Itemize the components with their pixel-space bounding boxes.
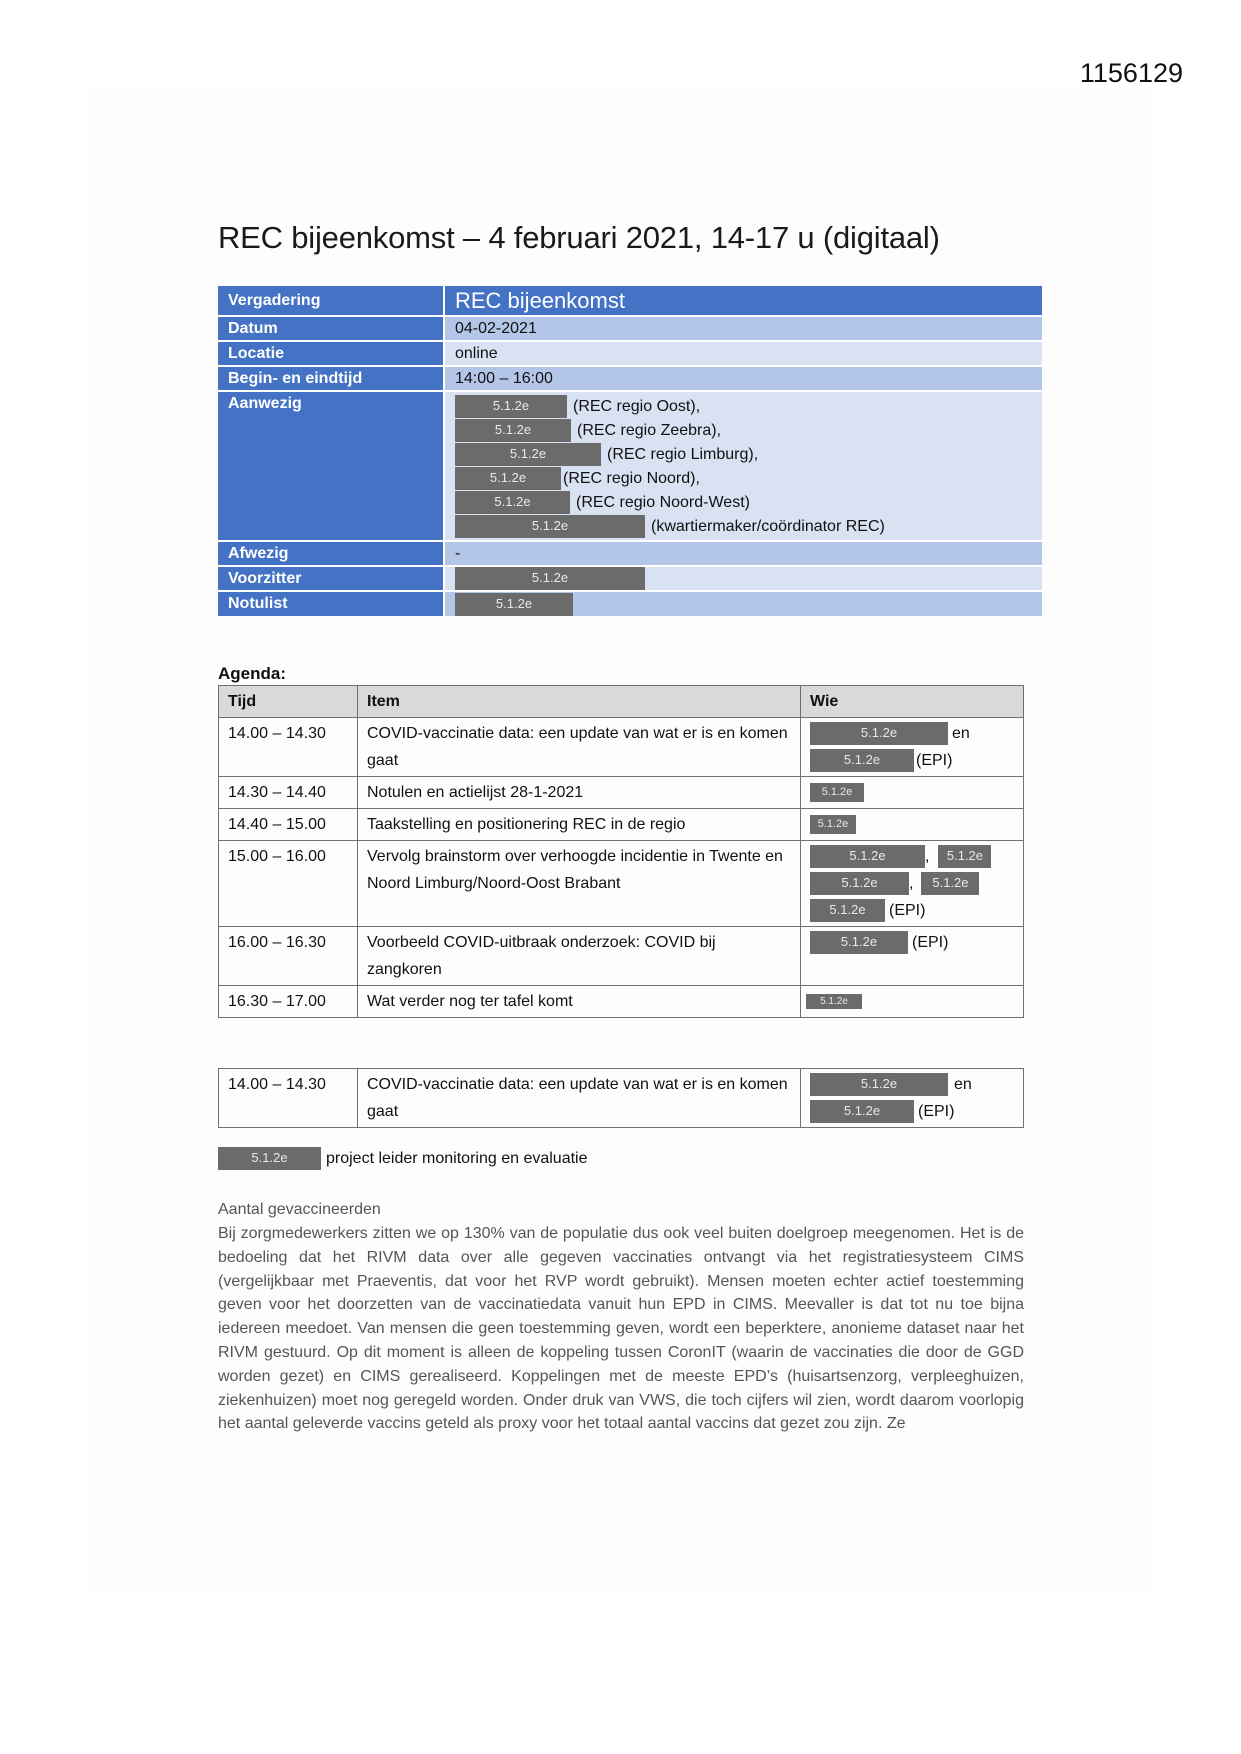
- wie-suffix: (EPI): [916, 752, 953, 769]
- document-id: 1156129: [1079, 58, 1183, 88]
- info-row-tijd: [218, 367, 1042, 392]
- info-row-locatie: [218, 342, 1042, 367]
- redaction-block: 5.1.2e: [810, 845, 925, 868]
- attendee: [455, 442, 1032, 466]
- column-header-wie: Wie: [801, 686, 1024, 718]
- cell-wie: [801, 777, 1024, 809]
- info-value: online: [445, 342, 1042, 367]
- agenda-item-repeat-table: [218, 1068, 1024, 1128]
- cell-wie: [801, 809, 1024, 841]
- redaction-block: 5.1.2e: [455, 443, 601, 466]
- table-row: [219, 718, 1024, 777]
- cell-tijd: 14.00 – 14.30: [219, 718, 358, 777]
- info-label: Vergadering: [218, 286, 445, 317]
- info-label: Begin- en eindtijd: [218, 367, 445, 392]
- cell-tijd: 16.00 – 16.30: [219, 927, 358, 986]
- section-body: Bij zorgmedewerkers zitten we op 130% van de populatie dus ook veel buiten doelgroep meegenomen. Het is de bedoeling dat het RIVM data over alle gegeven vaccinaties ontvangt via het registratiesysteem CIMS (vergelijkbaar met Praeventis, dat voor het RVP wordt gebruikt). Mensen moeten echter actief toestemming geven voor het doorzetten van de vaccinatiedata vanuit hun EPD in CIMS. Meevaller is dat tot nu toe bijna iedereen meedoet. Van mensen die geen toestemming geven, wordt een beperktere, anonieme dataset naar het RIVM gestuurd. Op dit moment is alleen de koppeling tussen CoronIT (waarin de vaccinaties die door de GGD worden gezet) en CIMS gerealiseerd. Koppelingen met de meeste EPD’s (huisartsenzorg, verpleeghuizen, ziekenhuizen) moet nog geregeld worden. Onder druk van VWS, die toch cijfers wil zien, wordt daarom voorlopig het aantal geleverde vaccins geteld als proxy voor het totaal aantal vaccins dat gezet zou zijn. Ze: [218, 1225, 1024, 1433]
- table-row: [219, 809, 1024, 841]
- info-label: Locatie: [218, 342, 445, 367]
- info-label: Voorzitter: [218, 567, 445, 592]
- redaction-block: 5.1.2e: [810, 815, 856, 834]
- table-row: [219, 927, 1024, 986]
- redaction-block: 5.1.2e: [455, 491, 570, 514]
- cell-wie: [801, 1069, 1024, 1128]
- table-row: [219, 841, 1024, 927]
- info-row-aanwezig: [218, 392, 1042, 542]
- info-label: Datum: [218, 317, 445, 342]
- column-header-item: Item: [358, 686, 801, 718]
- attendee: [455, 418, 1032, 442]
- attendee: [455, 466, 1032, 490]
- redaction-block: 5.1.2e: [810, 783, 864, 802]
- attendee-role: (kwartiermaker/coördinator REC): [651, 517, 885, 535]
- redaction-block: 5.1.2e: [810, 1073, 948, 1096]
- wie-suffix: en: [952, 725, 970, 742]
- info-row-vergadering: [218, 286, 1042, 317]
- redaction-block: 5.1.2e: [810, 872, 909, 895]
- wie-separator: ,: [925, 848, 930, 865]
- info-label: Afwezig: [218, 542, 445, 567]
- agenda-header-row: [219, 686, 1024, 718]
- cell-item: Taakstelling en positionering REC in de regio: [358, 809, 801, 841]
- cell-item: Notulen en actielijst 28-1-2021: [358, 777, 801, 809]
- cell-wie: [801, 927, 1024, 986]
- attendee-role: (REC regio Oost),: [573, 397, 701, 415]
- project-leader-line: [218, 1147, 587, 1170]
- info-value: -: [445, 542, 1042, 567]
- cell-item: Wat verder nog ter tafel komt: [358, 986, 801, 1018]
- table-row: [219, 986, 1024, 1018]
- info-value: [445, 567, 1042, 592]
- info-value: [445, 592, 1042, 617]
- cell-tijd: 14.30 – 14.40: [219, 777, 358, 809]
- redaction-block: 5.1.2e: [455, 593, 573, 616]
- info-value: 14:00 – 16:00: [445, 367, 1042, 392]
- cell-tijd: 14.40 – 15.00: [219, 809, 358, 841]
- info-value: REC bijeenkomst: [445, 286, 1042, 317]
- redaction-block: 5.1.2e: [455, 467, 561, 490]
- redaction-block: 5.1.2e: [810, 722, 948, 745]
- redaction-block: 5.1.2e: [810, 899, 885, 922]
- redaction-block: 5.1.2e: [455, 395, 567, 418]
- section-heading: Aantal gevaccineerden: [218, 1201, 381, 1218]
- redaction-block: 5.1.2e: [806, 994, 862, 1009]
- column-header-tijd: Tijd: [219, 686, 358, 718]
- info-row-datum: [218, 317, 1042, 342]
- redaction-block: 5.1.2e: [455, 515, 645, 538]
- redaction-block: 5.1.2e: [810, 1100, 914, 1123]
- cell-wie: [801, 841, 1024, 927]
- wie-suffix: en: [954, 1076, 972, 1093]
- attendee: [455, 490, 1032, 514]
- cell-item: COVID-vaccinatie data: een update van wat er is en komen gaat: [358, 1069, 801, 1128]
- redaction-block: 5.1.2e: [455, 419, 571, 442]
- cell-wie: [801, 718, 1024, 777]
- info-row-voorzitter: [218, 567, 1042, 592]
- wie-suffix: (EPI): [912, 934, 949, 951]
- redaction-block: 5.1.2e: [921, 872, 979, 895]
- attendee: [455, 514, 1032, 538]
- table-row: [219, 777, 1024, 809]
- cell-item: COVID-vaccinatie data: een update van wat er is en komen gaat: [358, 718, 801, 777]
- attendee: [455, 394, 1032, 418]
- attendee-role: (REC regio Noord-West): [576, 493, 750, 511]
- redaction-block: 5.1.2e: [938, 845, 991, 868]
- cell-item: Vervolg brainstorm over verhoogde incidentie in Twente en Noord Limburg/Noord-Oost Brabant: [358, 841, 801, 927]
- attendee-role: (REC regio Zeebra),: [577, 421, 722, 439]
- cell-tijd: 15.00 – 16.00: [219, 841, 358, 927]
- agenda-label: Agenda:: [218, 664, 286, 683]
- cell-item: Voorbeeld COVID-uitbraak onderzoek: COVID bij zangkoren: [358, 927, 801, 986]
- info-label: Notulist: [218, 592, 445, 617]
- agenda-table: [218, 685, 1024, 1018]
- info-row-afwezig: [218, 542, 1042, 567]
- cell-tijd: 14.00 – 14.30: [219, 1069, 358, 1128]
- wie-suffix: (EPI): [889, 902, 926, 919]
- info-row-notulist: [218, 592, 1042, 617]
- cell-tijd: 16.30 – 17.00: [219, 986, 358, 1018]
- attendee-role: (REC regio Noord),: [563, 469, 700, 487]
- info-value: 04-02-2021: [445, 317, 1042, 342]
- wie-separator: ,: [909, 875, 914, 892]
- redaction-block: 5.1.2e: [218, 1147, 321, 1170]
- redaction-block: 5.1.2e: [455, 567, 645, 590]
- info-label: Aanwezig: [218, 392, 445, 542]
- project-leader-role: project leider monitoring en evaluatie: [326, 1149, 588, 1167]
- redaction-block: 5.1.2e: [810, 931, 908, 954]
- cell-wie: [801, 986, 1024, 1018]
- attendee-role: (REC regio Limburg),: [607, 445, 759, 463]
- section-aantal-gevaccineerden: [218, 1198, 1024, 1436]
- redaction-block: 5.1.2e: [810, 749, 914, 772]
- attendee-list: [445, 392, 1042, 542]
- page-title: REC bijeenkomst – 4 februari 2021, 14-17 u (digitaal): [218, 220, 940, 255]
- meeting-info-table: [218, 286, 1042, 618]
- wie-suffix: (EPI): [918, 1103, 955, 1120]
- table-row: [219, 1069, 1024, 1128]
